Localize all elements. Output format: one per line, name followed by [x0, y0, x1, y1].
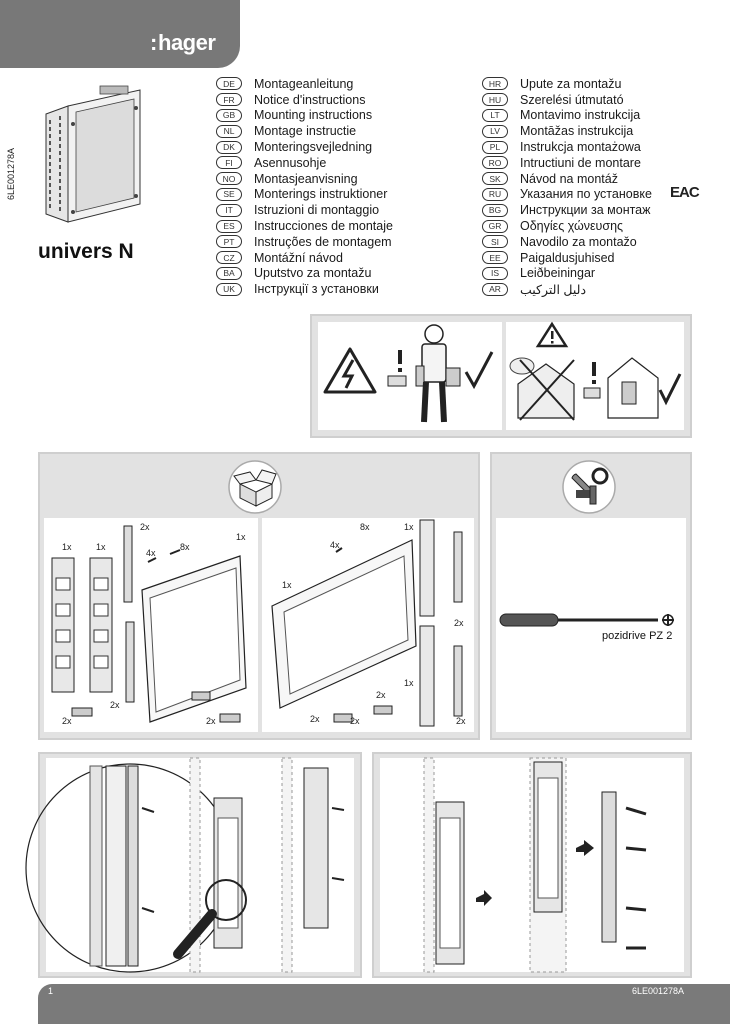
- language-title: Instrucciones de montaje: [254, 219, 393, 234]
- language-item: [482, 139, 652, 155]
- language-code: SE: [216, 188, 242, 201]
- language-code: RU: [482, 188, 508, 201]
- language-title: Інструкції з установки: [254, 282, 379, 297]
- language-title: Monteringsvejledning: [254, 140, 373, 155]
- qty-label: 2x: [310, 714, 320, 724]
- qty-label: 1x: [96, 542, 106, 552]
- language-code: HR: [482, 77, 508, 90]
- language-code: RO: [482, 156, 508, 169]
- language-title: Návod na montáž: [520, 171, 618, 186]
- contents-right-parts-illustration: [262, 518, 474, 732]
- language-code: NL: [216, 125, 242, 138]
- qty-label: 8x: [360, 522, 370, 532]
- language-code: LV: [482, 125, 508, 138]
- product-title: univers N: [38, 240, 134, 263]
- language-title: Intructiuni de montare: [520, 155, 641, 170]
- language-title: Paigaldusjuhised: [520, 250, 615, 265]
- language-item: [216, 250, 393, 266]
- language-item: [216, 108, 393, 124]
- language-title: Asennusohje: [254, 155, 327, 170]
- language-item: [216, 187, 393, 203]
- language-item: [482, 155, 652, 171]
- language-code: ES: [216, 220, 242, 233]
- language-item: [482, 266, 652, 282]
- qty-label: 2x: [456, 716, 466, 726]
- footer-document-code: 6LE001278A: [632, 986, 685, 996]
- language-title: Montasjeanvisning: [254, 171, 358, 186]
- language-code: IS: [482, 267, 508, 280]
- language-item: [216, 76, 393, 92]
- qty-label: 1x: [282, 580, 292, 590]
- electrical-hazard-icon: [322, 346, 378, 396]
- language-code: FI: [216, 156, 242, 169]
- language-item: [482, 108, 652, 124]
- rail-assembly-illustration: [46, 758, 354, 972]
- language-title: Montavimo instrukcija: [520, 108, 641, 123]
- language-item: [482, 218, 652, 234]
- language-item: [216, 123, 393, 139]
- language-title: Istruzioni di montaggio: [254, 203, 380, 218]
- language-item: [216, 281, 393, 297]
- language-title: Monterings instruktioner: [254, 187, 388, 202]
- language-item: [482, 234, 652, 250]
- language-item: [216, 234, 393, 250]
- page-number: 1: [48, 986, 54, 996]
- language-code: IT: [216, 204, 242, 217]
- language-title: Szerelési útmutató: [520, 92, 624, 107]
- open-box-icon: [226, 460, 284, 514]
- language-title: Montāžas instrukcija: [520, 124, 634, 139]
- language-title: Navodilo za montažo: [520, 234, 637, 249]
- language-item: [216, 266, 393, 282]
- qty-label: 2x: [350, 716, 360, 726]
- language-list-left: [216, 76, 393, 297]
- language-title: Montageanleitung: [254, 76, 354, 91]
- language-title: Instruções de montagem: [254, 234, 392, 249]
- language-code: NO: [216, 172, 242, 185]
- language-item: [482, 281, 652, 297]
- qty-label: 2x: [206, 716, 216, 726]
- qty-label: 2x: [62, 716, 72, 726]
- caution-house-icon: [508, 320, 684, 430]
- qty-label: 1x: [236, 532, 246, 542]
- document-code-vertical: 6LE001278A: [6, 147, 16, 200]
- language-title: Leiðbeiningar: [520, 266, 596, 281]
- language-title: Upute za montažu: [520, 76, 622, 91]
- language-code: BG: [482, 204, 508, 217]
- tool-caption: pozidrive PZ 2: [602, 630, 673, 642]
- language-item: [216, 202, 393, 218]
- language-code: DK: [216, 141, 242, 154]
- language-title: Notice d'instructions: [254, 92, 366, 107]
- language-code: GB: [216, 109, 242, 122]
- language-code: UK: [216, 283, 242, 296]
- language-code: BA: [216, 267, 242, 280]
- qty-label: 2x: [454, 618, 464, 628]
- hager-logo: :hager: [150, 30, 216, 55]
- wrench-hammer-icon: [560, 460, 618, 514]
- qty-label: 8x: [180, 542, 190, 552]
- qty-label: 1x: [404, 522, 414, 532]
- language-title: Указания по установке: [520, 187, 652, 202]
- screwdriver-icon: [498, 608, 684, 632]
- language-code: CZ: [216, 251, 242, 264]
- language-item: [216, 171, 393, 187]
- language-code: PL: [482, 141, 508, 154]
- language-item: [482, 123, 652, 139]
- language-item: [482, 92, 652, 108]
- language-title: Instrukcja montażowa: [520, 140, 641, 155]
- language-title: Инструкции за монтаж: [520, 203, 651, 218]
- language-list-right: [482, 76, 652, 297]
- language-title: Οδηγίες χώνευσης: [520, 219, 624, 234]
- language-item: [216, 92, 393, 108]
- language-item: [216, 155, 393, 171]
- qty-label: 4x: [146, 548, 156, 558]
- eac-certification-mark: EAC: [670, 184, 699, 201]
- language-item: [482, 76, 652, 92]
- language-code: AR: [482, 283, 508, 296]
- rail-mounting-illustration: [380, 758, 684, 972]
- language-item: [482, 171, 652, 187]
- language-code: SI: [482, 235, 508, 248]
- language-code: GR: [482, 220, 508, 233]
- language-code: HU: [482, 93, 508, 106]
- qty-label: 1x: [62, 542, 72, 552]
- brand-name: hager: [158, 30, 216, 55]
- language-item: [482, 250, 652, 266]
- language-item: [482, 187, 652, 203]
- qty-label: 2x: [110, 700, 120, 710]
- language-title: دليل التركيب: [520, 282, 587, 297]
- product-enclosure-illustration: [40, 84, 150, 234]
- language-title: Mounting instructions: [254, 108, 373, 123]
- language-code: EE: [482, 251, 508, 264]
- language-code: DE: [216, 77, 242, 90]
- electrician-warning-icon: [384, 322, 494, 428]
- qty-label: 1x: [404, 678, 414, 688]
- language-code: LT: [482, 109, 508, 122]
- qty-label: 4x: [330, 540, 340, 550]
- qty-label: 2x: [376, 690, 386, 700]
- language-title: Uputstvo za montažu: [254, 266, 372, 281]
- language-title: Montage instructie: [254, 124, 357, 139]
- language-item: [216, 139, 393, 155]
- language-code: FR: [216, 93, 242, 106]
- language-item: [482, 202, 652, 218]
- language-title: Montážní návod: [254, 250, 343, 265]
- footer-bar: [38, 984, 730, 1024]
- language-item: [216, 218, 393, 234]
- language-code: SK: [482, 172, 508, 185]
- qty-label: 2x: [140, 522, 150, 532]
- language-code: PT: [216, 235, 242, 248]
